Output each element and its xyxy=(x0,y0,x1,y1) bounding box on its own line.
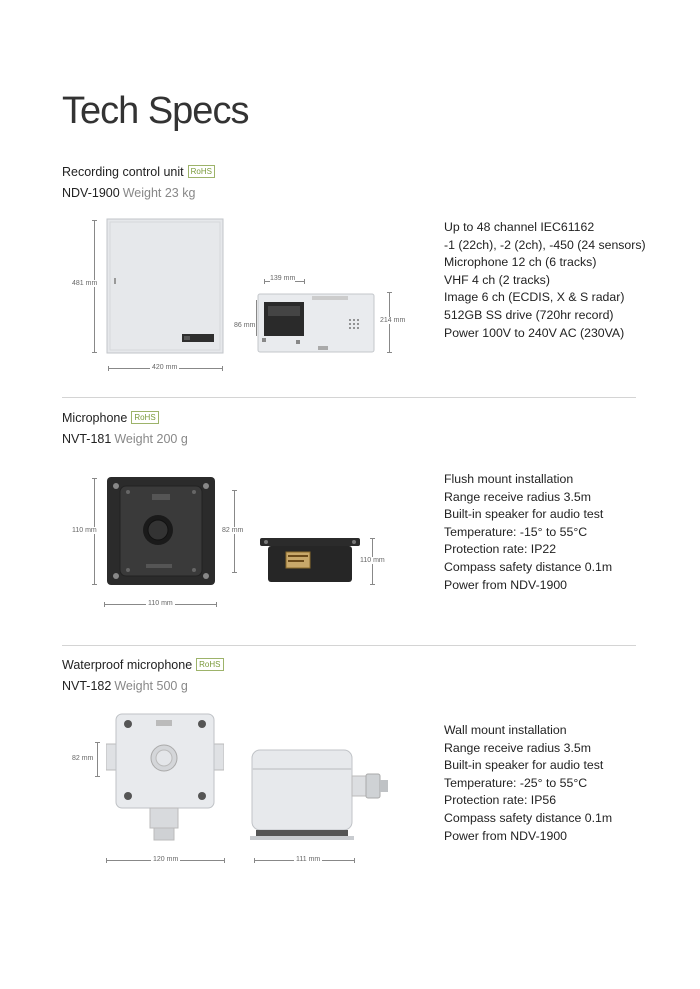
dimension-tick xyxy=(92,584,97,585)
dimension-label-depth: 214 mm xyxy=(380,317,406,324)
spec-item: Temperature: -15° to 55°C xyxy=(444,524,588,539)
spec-item: Up to 48 channel IEC61162 xyxy=(444,220,595,234)
dimension-tick xyxy=(387,292,392,293)
dimension-tick xyxy=(304,279,305,284)
spec-item: Compass safety distance 0.1m xyxy=(444,559,613,574)
dimension-tick xyxy=(232,572,237,573)
dimension-tick xyxy=(92,478,97,479)
microphone-front-image xyxy=(106,476,216,586)
section-divider xyxy=(62,645,636,646)
spec-list-nvt181 xyxy=(444,471,612,594)
dimension-label-side: 110 mm xyxy=(360,557,385,564)
recording-unit-side-image xyxy=(256,290,376,354)
spec-item: Compass safety distance 0.1m xyxy=(444,810,613,825)
page-title: Tech Specs xyxy=(62,90,249,132)
spec-item: Built-in speaker for audio test xyxy=(444,758,604,773)
spec-item: Range receive radius 3.5m xyxy=(444,489,591,504)
dimension-line xyxy=(256,300,257,336)
section-title-text: Microphone xyxy=(62,411,128,425)
dimension-label-width: 110 mm xyxy=(148,600,173,607)
spec-item: Microphone 12 ch (6 tracks) xyxy=(444,255,597,270)
model-number: NVT-181 xyxy=(62,432,112,446)
dimension-tick xyxy=(224,858,225,863)
section-title-waterproof-microphone xyxy=(62,658,224,672)
spec-item: Power from NDV-1900 xyxy=(444,828,568,843)
dimension-label-height: 110 mm xyxy=(72,527,97,534)
microphone-side-image xyxy=(260,536,360,586)
dimension-tick xyxy=(254,858,255,863)
dimension-label-side: 86 mm xyxy=(234,322,256,329)
section-title-text: Recording control unit xyxy=(62,165,184,179)
spec-item: Built-in speaker for audio test xyxy=(444,507,604,522)
recording-unit-front-image xyxy=(106,218,224,354)
model-line-nvt182 xyxy=(62,679,188,693)
dimension-tick xyxy=(95,776,100,777)
spec-item: Power from NDV-1900 xyxy=(444,577,568,592)
dimension-tick xyxy=(108,366,109,371)
section-title-microphone xyxy=(62,411,159,425)
dimension-tick xyxy=(222,366,223,371)
dimension-label-height: 481 mm xyxy=(72,280,98,287)
model-weight: Weight 23 kg xyxy=(122,186,196,200)
dimension-tick xyxy=(104,602,105,607)
dimension-label-inner: 82 mm xyxy=(222,527,244,534)
spec-item: Protection rate: IP56 xyxy=(444,793,557,808)
spec-list-nvt182 xyxy=(444,722,612,845)
rohs-badge: RoHS xyxy=(196,658,223,671)
spec-item: Image 6 ch (ECDIS, X & S radar) xyxy=(444,290,625,305)
dimension-tick xyxy=(264,279,265,284)
model-number: NDV-1900 xyxy=(62,186,120,200)
spec-item: -1 (22ch), -2 (2ch), -450 (24 sensors) xyxy=(444,237,646,252)
model-number: NVT-182 xyxy=(62,679,112,693)
dimension-tick xyxy=(232,490,237,491)
dimension-line xyxy=(97,742,98,776)
rohs-badge: RoHS xyxy=(131,411,158,424)
dimension-label-height: 82 mm xyxy=(72,755,94,762)
dimension-tick xyxy=(92,352,97,353)
model-weight: Weight 500 g xyxy=(114,679,188,693)
dimension-tick xyxy=(216,602,217,607)
section-divider xyxy=(62,397,636,398)
spec-item: Protection rate: IP22 xyxy=(444,542,557,557)
dimension-label-side: 111 mm xyxy=(296,856,321,863)
dimension-tick xyxy=(106,858,107,863)
dimension-tick xyxy=(370,538,375,539)
waterproof-microphone-front-image xyxy=(106,712,224,842)
dimension-label-width: 420 mm xyxy=(152,364,178,371)
dimension-tick xyxy=(387,352,392,353)
section-title-text: Waterproof microphone xyxy=(62,658,193,672)
dimension-label-width: 120 mm xyxy=(153,856,179,863)
spec-item: Range receive radius 3.5m xyxy=(444,740,591,755)
waterproof-microphone-side-image xyxy=(250,748,390,842)
dimension-tick xyxy=(92,220,97,221)
dimension-tick xyxy=(95,742,100,743)
spec-item: Flush mount installation xyxy=(444,472,574,486)
dimension-label-top: 139 mm xyxy=(270,275,296,282)
spec-item: Power 100V to 240V AC (230VA) xyxy=(444,325,625,340)
model-line-nvt181 xyxy=(62,432,188,446)
spec-list-ndv1900 xyxy=(444,219,646,342)
dimension-tick xyxy=(370,584,375,585)
spec-item: VHF 4 ch (2 tracks) xyxy=(444,272,550,287)
model-weight: Weight 200 g xyxy=(114,432,188,446)
dimension-tick xyxy=(354,858,355,863)
spec-item: Wall mount installation xyxy=(444,723,567,737)
rohs-badge: RoHS xyxy=(188,165,215,178)
model-line-ndv1900 xyxy=(62,186,195,200)
section-title-recording-unit xyxy=(62,165,215,179)
spec-item: Temperature: -25° to 55°C xyxy=(444,775,588,790)
spec-item: 512GB SS drive (720hr record) xyxy=(444,307,614,322)
